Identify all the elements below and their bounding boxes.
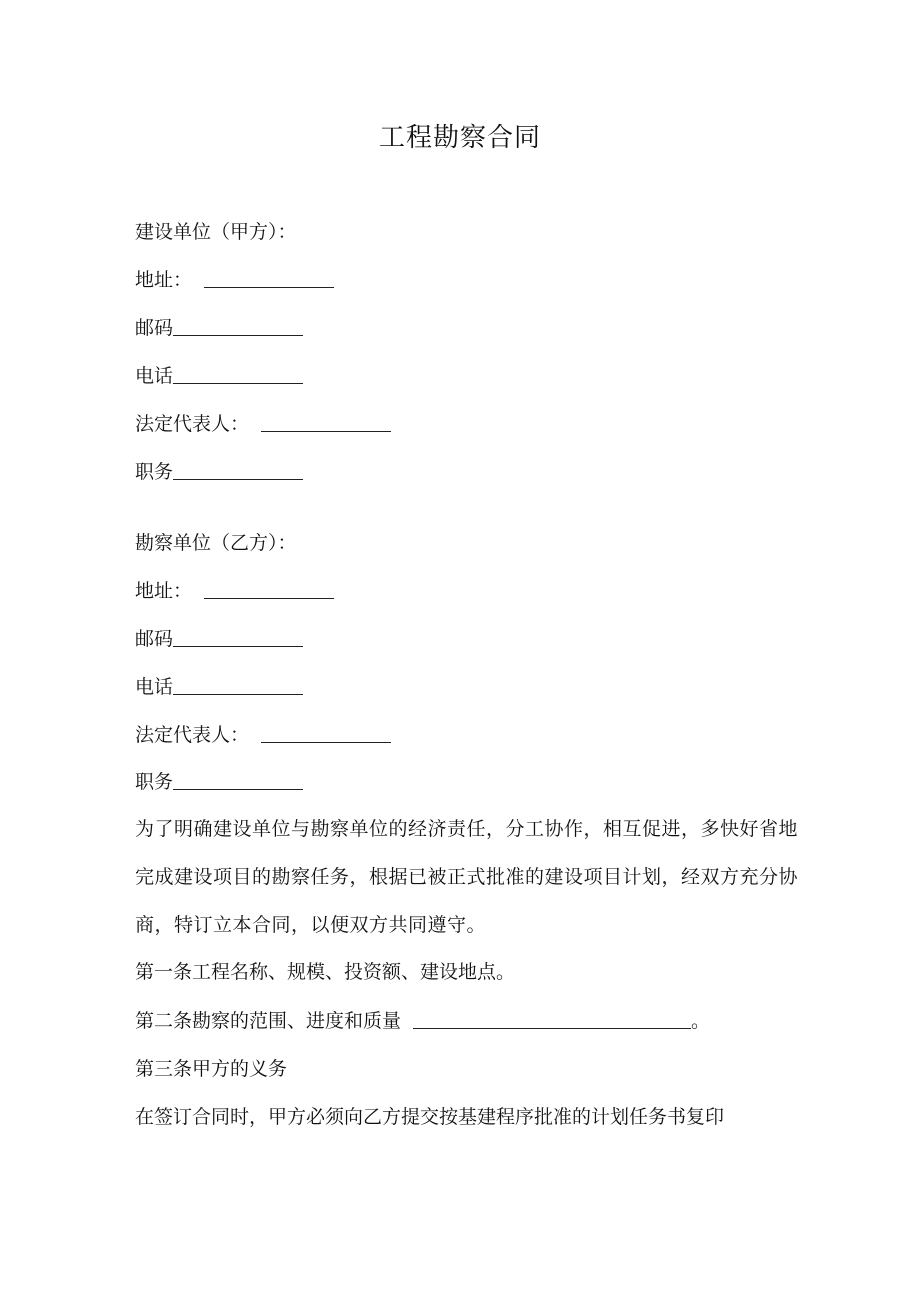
- party-b-address-row: [135, 576, 334, 606]
- party-a-position-blank[interactable]: [173, 459, 303, 480]
- party-a-postcode-row: [135, 313, 303, 343]
- document-title: 工程勘察合同: [378, 123, 541, 153]
- party-a-phone-blank[interactable]: [173, 363, 303, 384]
- party-a-legal-rep-row: [135, 409, 391, 439]
- party-a-heading: 建设单位（甲方）：: [135, 221, 297, 243]
- party-b-position-label: 职务: [135, 771, 174, 793]
- party-b-address-label: 地址：: [135, 580, 193, 602]
- party-a-phone-label: 电话: [135, 365, 174, 387]
- party-b-postcode-row: [135, 624, 303, 654]
- party-b-position-blank[interactable]: [173, 769, 303, 790]
- party-a-phone-row: [135, 361, 303, 391]
- party-b-position-row: [135, 767, 303, 797]
- article-2-label: 第二条勘察的范围、进度和质量: [135, 1010, 402, 1032]
- article-3-text: 在签订合同时，甲方必须向乙方提交按基建程序批准的计划任务书复印: [135, 1106, 725, 1128]
- article-3-heading: 第三条甲方的义务: [135, 1058, 288, 1080]
- party-a-legal-rep-label: 法定代表人：: [135, 413, 250, 435]
- party-a-address-row: [135, 265, 334, 295]
- party-b-phone-label: 电话: [135, 676, 174, 698]
- article-2-period: 。: [691, 1010, 711, 1032]
- party-b-phone-blank[interactable]: [173, 674, 303, 695]
- party-a-legal-rep-blank[interactable]: [261, 411, 391, 432]
- article-2-blank[interactable]: [413, 1008, 691, 1029]
- party-a-postcode-blank[interactable]: [173, 315, 303, 336]
- party-a-address-blank[interactable]: [204, 267, 334, 288]
- party-b-postcode-blank[interactable]: [173, 626, 303, 647]
- party-b-legal-rep-label: 法定代表人：: [135, 724, 250, 746]
- party-b-legal-rep-row: [135, 720, 391, 750]
- party-a-postcode-label: 邮码: [135, 317, 174, 339]
- article-1: 第一条工程名称、规模、投资额、建设地点。: [135, 961, 516, 983]
- party-b-phone-row: [135, 672, 303, 702]
- preamble-paragraph: 为了明确建设单位与勘察单位的经济责任，分工协作，相互促进，多快好省地完成建设项目的勘察任务，根据已被正式批准的建设项目计划，经双方充分协商，特订立本合同，以便双方共同遵守。: [135, 818, 799, 936]
- party-b-address-blank[interactable]: [204, 578, 334, 599]
- party-a-address-label: 地址：: [135, 269, 193, 291]
- article-2-row: [135, 1006, 710, 1036]
- party-b-heading: 勘察单位（乙方）：: [135, 532, 297, 554]
- party-b-legal-rep-blank[interactable]: [261, 722, 391, 743]
- party-a-position-label: 职务: [135, 461, 174, 483]
- party-b-postcode-label: 邮码: [135, 628, 174, 650]
- party-a-position-row: [135, 457, 303, 487]
